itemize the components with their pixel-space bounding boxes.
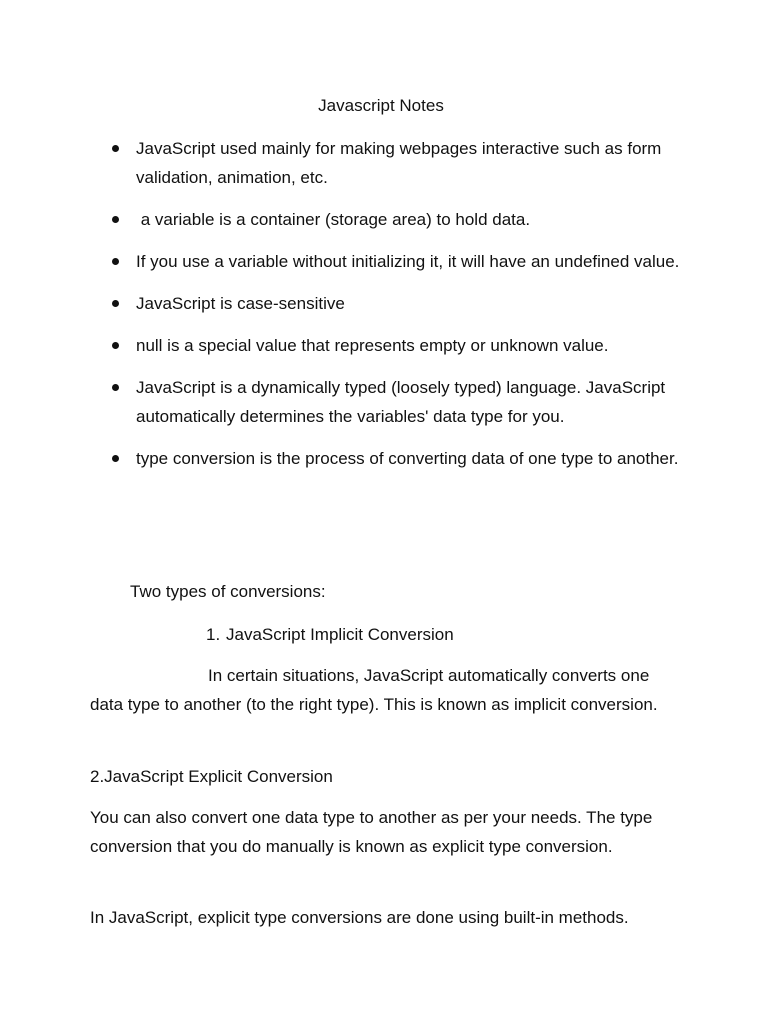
closing-paragraph: In JavaScript, explicit type conversions are done using built-in methods. (90, 908, 629, 927)
bullet-text: JavaScript is case-sensitive (136, 294, 345, 313)
bullet-icon (112, 258, 119, 265)
bullet-text: null is a special value that represents empty or unknown value. (136, 336, 609, 355)
explicit-conversion-heading: 2.JavaScript Explicit Conversion (90, 767, 333, 786)
list-item (90, 247, 680, 276)
list-item (90, 205, 680, 234)
conversions-heading: Two types of conversions: (130, 582, 326, 601)
bullet-text: If you use a variable without initializing it, it will have an undefined value. (136, 252, 680, 271)
list-number: 1. (206, 625, 221, 644)
bullet-icon (112, 455, 119, 462)
bullet-icon (112, 384, 119, 391)
notes-bullet-list (90, 134, 680, 486)
document-title: Javascript Notes (318, 96, 444, 115)
list-item (90, 331, 680, 360)
bullet-text: JavaScript is a dynamically typed (loosely typed) language. JavaScript automatically determines the variables' data type for you. (136, 378, 666, 426)
implicit-conversion-heading (180, 620, 768, 649)
bullet-icon (112, 216, 119, 223)
list-item (90, 134, 680, 192)
explicit-conversion-description: You can also convert one data type to another as per your needs. The type conversion that you do manually is known as explicit type conversion. (90, 808, 653, 856)
bullet-icon (112, 300, 119, 307)
bullet-text: a variable is a container (storage area) to hold data. (136, 210, 531, 229)
implicit-conversion-description (90, 661, 680, 719)
implicit-heading-text: JavaScript Implicit Conversion (226, 625, 454, 644)
list-item (90, 444, 680, 473)
bullet-icon (112, 145, 119, 152)
list-item (90, 289, 680, 318)
bullet-text: type conversion is the process of converting data of one type to another. (136, 449, 679, 468)
bullet-icon (112, 342, 119, 349)
implicit-description-text: In certain situations, JavaScript automatically converts one data type to another (to the right type). This is known as implicit conversion. (90, 666, 658, 714)
list-item (90, 373, 680, 431)
bullet-text: JavaScript used mainly for making webpages interactive such as form validation, animation, etc. (136, 139, 662, 187)
